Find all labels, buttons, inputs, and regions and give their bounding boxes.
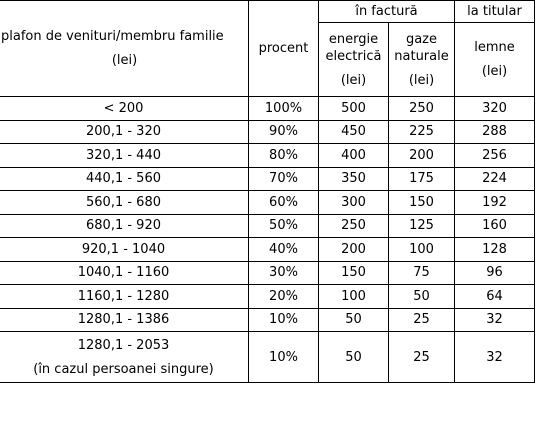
gas-cell: 100 [389,238,455,262]
table-row [0,285,535,309]
electricity-unit: (lei) [340,72,367,88]
income-range-cell: 560,1 - 680 [0,191,249,215]
electricity-cell: 200 [319,238,389,262]
percent-cell: 10% [249,332,319,383]
income-ceiling-unit: (lei) [111,53,138,68]
income-range-cell: 200,1 - 320 [0,120,249,144]
wood-cell: 128 [455,238,535,262]
income-range-cell: 680,1 - 920 [0,214,249,238]
percent-cell: 90% [249,120,319,144]
gas-label-line1: gaze [405,31,438,47]
electricity-cell: 300 [319,191,389,215]
gas-cell: 25 [389,308,455,332]
wood-cell: 288 [455,120,535,144]
gas-cell: 225 [389,120,455,144]
wood-cell: 32 [455,332,535,383]
gas-cell: 75 [389,261,455,285]
wood-cell: 96 [455,261,535,285]
invoice-group-header: în factură [319,1,455,23]
electricity-label-line2: electrică [325,48,382,64]
electricity-cell: 100 [319,285,389,309]
percent-header: procent [249,1,319,97]
gas-cell: 200 [389,144,455,168]
gas-cell: 25 [389,332,455,383]
table-row [0,167,535,191]
wood-cell: 192 [455,191,535,215]
percent-cell: 20% [249,285,319,309]
percent-cell: 100% [249,97,319,121]
gas-cell: 125 [389,214,455,238]
table-row [0,120,535,144]
table-row [0,214,535,238]
table-row [0,308,535,332]
electricity-cell: 400 [319,144,389,168]
wood-cell: 32 [455,308,535,332]
table-row-single-person [0,332,535,383]
electricity-cell: 50 [319,332,389,383]
income-range-cell: 920,1 - 1040 [0,238,249,262]
gas-unit: (lei) [408,72,435,88]
income-range-cell: < 200 [0,97,249,121]
table-row [0,238,535,262]
wood-cell: 160 [455,214,535,238]
income-ceiling-header [0,1,249,97]
single-person-note: (în cazul persoanei singure) [33,361,214,377]
electricity-cell: 50 [319,308,389,332]
table-row [0,97,535,121]
percent-cell: 50% [249,214,319,238]
wood-cell: 256 [455,144,535,168]
income-range-cell [0,332,249,383]
electricity-cell: 150 [319,261,389,285]
gas-cell: 150 [389,191,455,215]
income-range-cell: 440,1 - 560 [0,167,249,191]
gas-header [389,23,455,97]
income-range-cell: 1040,1 - 1160 [0,261,249,285]
income-range-cell: 320,1 - 440 [0,144,249,168]
income-ceiling-label: plafon de venituri/membru familie [1,29,224,44]
header-row-groups [0,1,535,23]
table-row [0,144,535,168]
table-row [0,191,535,215]
table-body [0,1,535,383]
wood-unit: (lei) [481,64,508,79]
wood-cell: 224 [455,167,535,191]
electricity-cell: 450 [319,120,389,144]
electricity-cell: 350 [319,167,389,191]
electricity-cell: 500 [319,97,389,121]
wood-header [455,23,535,97]
income-range-cell: 1160,1 - 1280 [0,285,249,309]
percent-cell: 70% [249,167,319,191]
percent-cell: 60% [249,191,319,215]
holder-group-header: la titular [455,1,535,23]
percent-cell: 30% [249,261,319,285]
percent-cell: 80% [249,144,319,168]
wood-cell: 64 [455,285,535,309]
gas-cell: 175 [389,167,455,191]
gas-label-line2: naturale [394,48,449,64]
income-range-cell: 1280,1 - 1386 [0,308,249,332]
percent-cell: 40% [249,238,319,262]
electricity-cell: 250 [319,214,389,238]
wood-cell: 320 [455,97,535,121]
electricity-label-line1: energie [328,31,379,47]
gas-cell: 250 [389,97,455,121]
wood-label: lemne [474,40,515,55]
table-row [0,261,535,285]
gas-cell: 50 [389,285,455,309]
income-range-value: 1280,1 - 2053 [77,337,170,353]
electricity-header [319,23,389,97]
percent-cell: 10% [249,308,319,332]
